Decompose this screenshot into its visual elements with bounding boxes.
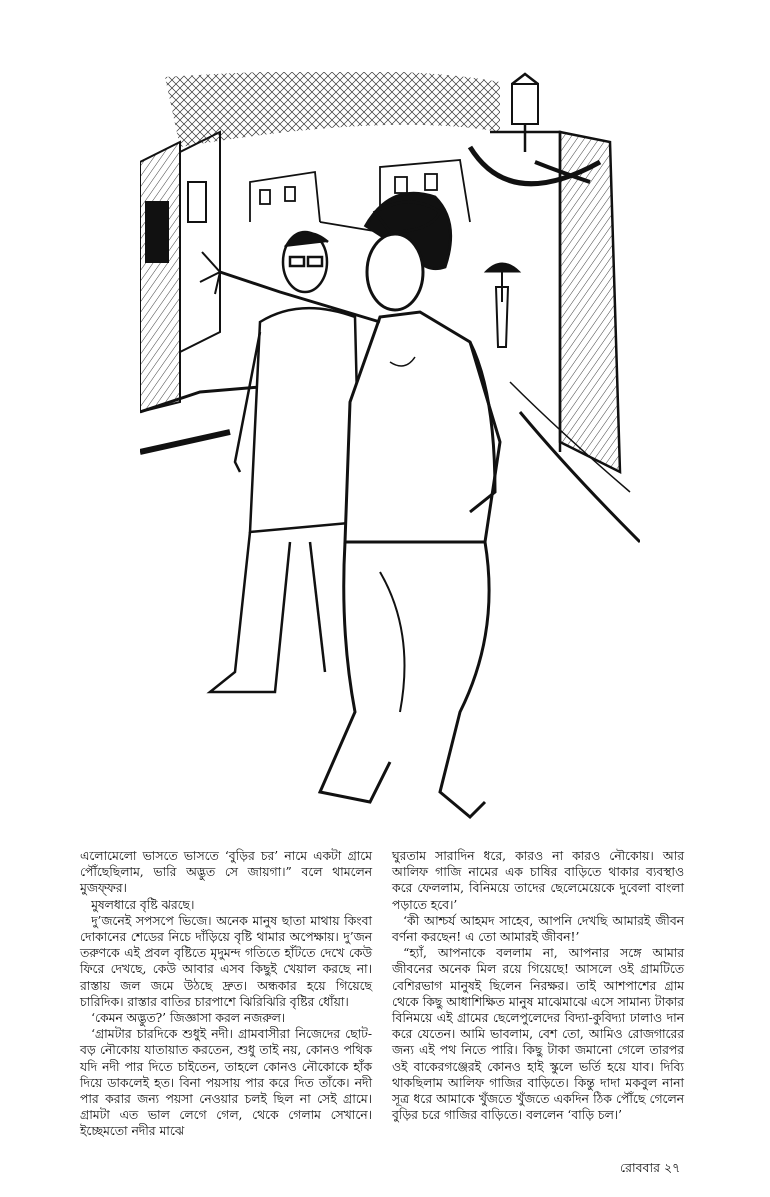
paragraph: ‘গ্রামটার চারদিকে শুধুই নদী। গ্রামবাসীরা নিজেদের ছোট-বড় নৌকোয় যাতায়াত করতেন, শুধু তাই নয়, কোনও পথিক যদি নদী পার দিতে চাইতেন, তাহলে কোনও নৌকোকে হাঁক দিয়ে ডাকলেই হত। বিনা পয়সায় পার করে দিত তাঁকে। নদী পার করার জন্য পয়সা নেওয়ার চলই ছিল না সেই গ্রামে। গ্রামটা এত ভাল লেগে গেল, থেকে গেলাম সেখানে। ইচ্ছেমতো নদীর মাঝে (80, 1027, 372, 1139)
left-buildings (140, 132, 260, 452)
left-text-column (80, 848, 372, 1140)
page-folio: রোববার ২৭ (620, 1160, 681, 1175)
umbrella-figure (485, 263, 520, 347)
street-scene-illustration (140, 72, 640, 842)
paragraph: ‘কেমন অদ্ভুত?’ জিজ্ঞাসা করল নজরুল। (91, 1011, 286, 1026)
paragraph: “হ্যাঁ, আপনাকে বললাম না, আপনার সঙ্গে আমার জীবনের অনেক মিল রয়ে গিয়েছে! আসলে ওই গ্রামটিতে বেশিরভাগ মানুষই ছিলেন নিরক্ষর। তাই আশপাশের গ্রাম থেকে কিছু আধাশিক্ষিত মানুষ মাঝেমাঝে এসে সামান্য টাকার বিনিময়ে এই গ্রামের ছেলেপুলেদের বিদ্যা-কুবিদ্যা ঢালাও দান করে যেতেন। আমি ভাবলাম, বেশ তো, আমিও রোজগারের জন্য এই পথ নিতে পারি। কিছু টাকা জমানো গেলে তারপর ওই বাকেরগঞ্জেরই কোনও হাই স্কুলে ভর্তি হয়ে যাব। দিব্যি থাকছিলাম আলিফ গাজির বাড়িতে। কিন্তু দাদা মকবুল নানা সূত্র ধরে আমাকে খুঁজতে খুঁজতে একদিন ঠিক পৌঁছে গেলেন বুড়ির চরে গাজির বাড়িতে। বললেন ‘বাড়ি চল।’ (392, 946, 684, 1123)
sky-hatching (165, 72, 500, 147)
rear-man (210, 232, 360, 692)
paragraph: এলোমেলো ভাসতে ভাসতে ‘বুড়ির চর’ নামে একটা গ্রামে পৌঁছেছিলাম, ভারি অদ্ভুত সে জায়গা।” বলে থামলেন মুজফ্‌ফর। (80, 849, 372, 896)
paragraph: মুষলধারে বৃষ্টি ঝরছে। (91, 897, 195, 912)
paragraph: দু’জনেই সপসপে ভিজে। অনেক মানুষ ছাতা মাথায় কিংবা দোকানের শেডের নিচে দাঁড়িয়ে বৃষ্টি থামার অপেক্ষায়। দু’জন তরুণকে এই প্রবল বৃষ্টিতে মৃদুমন্দ গতিতে হাঁটতে দেখে কেউ ফিরে দেখছে, কেউ আবার এসব কিছুই খেয়াল করছে না। রাস্তায় জল জমে উঠছে দ্রুত। অন্ধকার হয়ে গিয়েছে চারিদিক। রাস্তার বাতির চারপাশে ঝিরিঝিরি বৃষ্টির ধোঁয়া। (80, 913, 372, 1009)
right-text-column (392, 848, 684, 1123)
front-man (200, 193, 500, 817)
paragraph: ‘কী আশ্চর্য আহমদ সাহেব, আপনি দেখছি আমারই জীবন বর্ণনা করছেন! এ তো আমারই জীবন!’ (392, 913, 684, 945)
paragraph: ঘুরতাম সারাদিন ধরে, কারও না কারও নৌকোয়। আর আলিফ গাজি নামের এক চাষির বাড়িতে থাকার ব্যবস্থাও করে ফেললাম, বিনিময়ে তাদের ছেলেমেয়েকে দুবেলা বাংলা পড়াতে হবে।’ (392, 849, 684, 912)
